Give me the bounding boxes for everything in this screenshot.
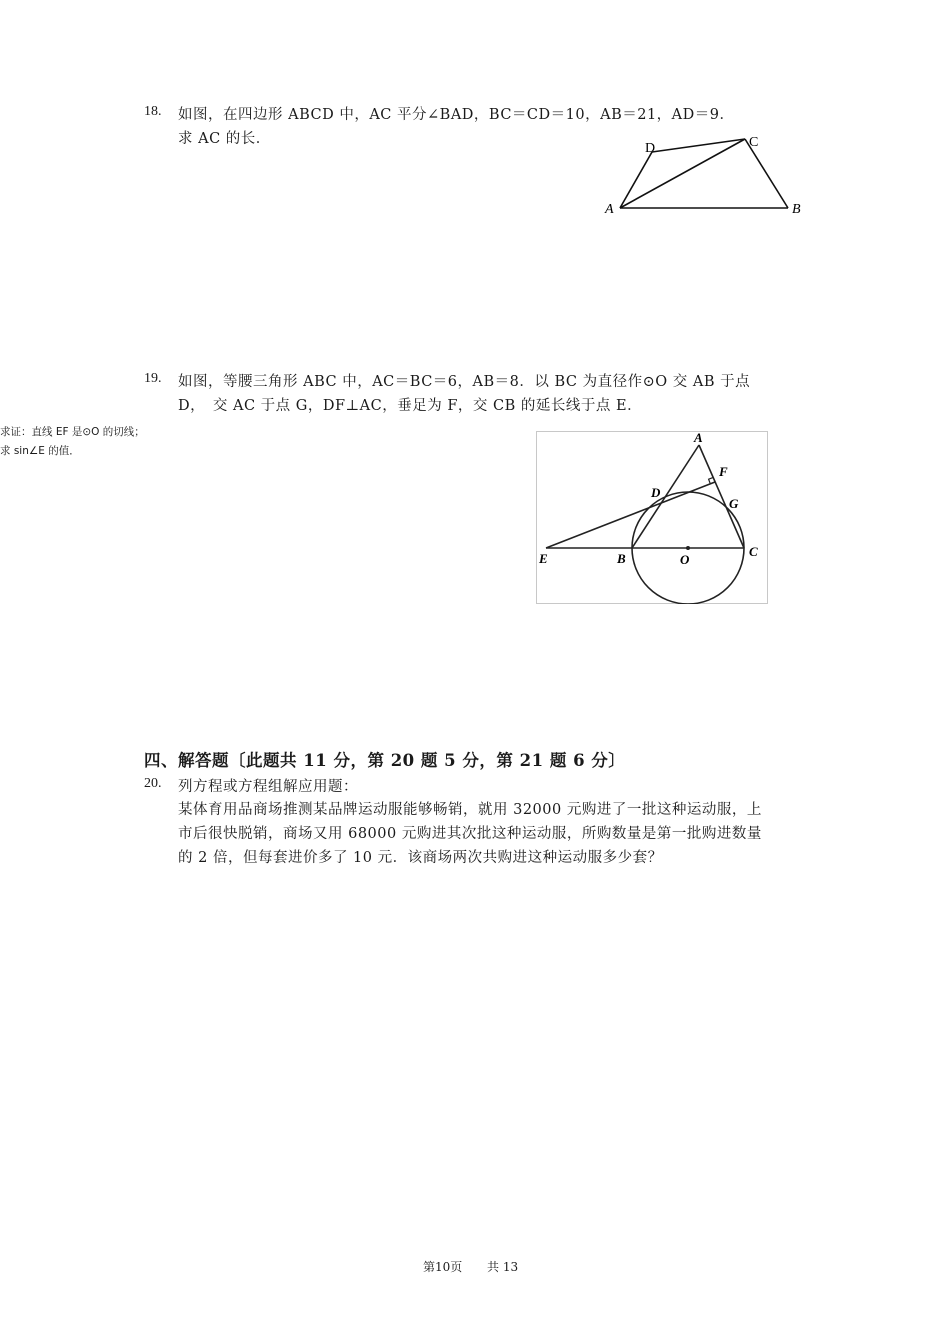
- q18-text-line1: 如图，在四边形 ABCD 中，AC 平分∠BAD，BC＝CD＝10，AB＝21，AD＝9．: [178, 107, 735, 123]
- q20-text-line2: 市后很快脱销，商场又用 68000 元购进其次批这种运动服，所购数量是第一批购进数量: [178, 826, 762, 842]
- q19-label-d: D: [651, 485, 661, 500]
- section-heading: 四、解答题〔此题共 11 分，第 20 题 5 分，第 21 题 6 分〕: [144, 751, 626, 770]
- q18-label-a: A: [605, 202, 614, 217]
- q18-segment-ac: [620, 139, 745, 208]
- footer-page-number: 第10页: [423, 1260, 463, 1274]
- q18-segment-dc: [652, 139, 745, 152]
- q19-label-o: O: [680, 552, 690, 567]
- q19-text-line1: 如图，等腰三角形 ABC 中，AC＝BC＝6，AB＝8．以 BC 为直径作⊙O 交 AB 于点: [178, 374, 751, 390]
- q18-number: 18.: [144, 104, 162, 119]
- q20-text-line3: 的 2 倍，但每套进价多了 10 元．该商场两次共购进这种运动服多少套？: [178, 850, 663, 866]
- footer-total-pages: 共 13: [487, 1260, 519, 1274]
- q19-center-point: [686, 546, 690, 550]
- q19-circle-triangle-figure: [536, 430, 768, 604]
- q19-segment-ef: [546, 482, 715, 548]
- q18-label-d: D: [645, 141, 656, 156]
- q20-text-line1: 某体育用品商场推测某品牌运动服能够畅销，就用 32000 元购进了一批这种运动服，上: [178, 802, 762, 818]
- q19-label-f: F: [719, 464, 728, 479]
- q19-text-line2: D， 交 AC 于点 G，DF⊥AC，垂足为 F，交 CB 的延长线于点 E．: [178, 398, 643, 414]
- q19-subquestion-2: 求 sin∠E 的值．: [0, 445, 80, 457]
- q19-label-c: C: [749, 544, 758, 559]
- q20-intro: 列方程或方程组解应用题：: [178, 779, 358, 795]
- q19-number: 19.: [144, 371, 162, 386]
- q18-text-line2: 求 AC 的长．: [178, 131, 271, 147]
- q20-number: 20.: [144, 776, 162, 791]
- q18-quadrilateral-figure: [595, 128, 815, 223]
- q19-label-b: B: [617, 551, 626, 566]
- q19-label-e: E: [539, 551, 548, 566]
- q19-segment-ba: [632, 445, 699, 548]
- q19-label-a: A: [694, 430, 703, 445]
- q19-subquestion-1: 求证：直线 EF 是⊙O 的切线；: [0, 426, 145, 438]
- q19-label-g: G: [729, 496, 739, 511]
- q18-label-c: C: [749, 135, 759, 150]
- q18-label-b: B: [792, 202, 801, 217]
